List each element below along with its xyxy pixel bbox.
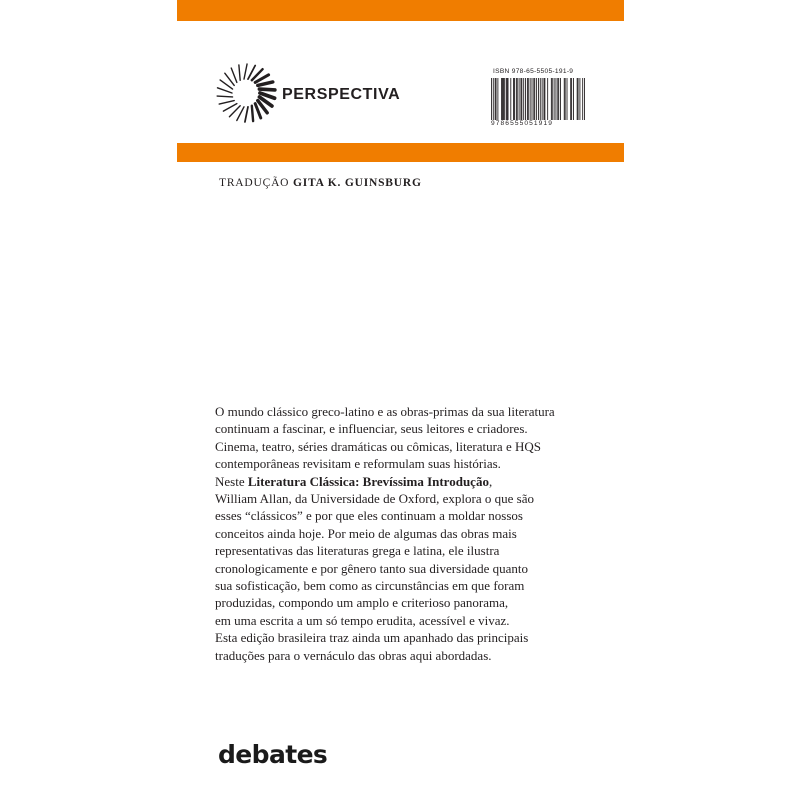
credit-label: TRADUÇÃO [219,177,290,189]
blurb-line: contemporâneas revisitam e reformulam suas histórias. [215,456,501,472]
logo-ray [259,89,274,90]
barcode-bar [527,78,528,120]
blurb-line: Cinema, teatro, séries dramáticas ou cômicas, literatura e HQS [215,438,541,454]
barcode-bar [528,78,529,120]
sunburst-logo-icon [215,62,277,124]
barcode-bar [514,78,515,120]
blurb-line: Esta edição brasileira traz ainda um apanhado das principais [215,630,529,646]
barcode-bar [579,78,580,120]
blurb-line: William Allan, da Universidade de Oxford, explora o que são [215,491,534,507]
barcode-bar [519,78,520,120]
translation-credit [219,177,422,189]
barcode-bar [510,78,511,120]
blurb-line: representativas das literaturas grega e latina, ele ilustra [215,543,500,559]
barcode-bar [557,78,558,120]
intro-prefix: Neste [215,473,248,489]
blurb-text [215,403,575,664]
barcode-bar [582,78,583,120]
barcode-bar [496,78,497,120]
blurb-line: sua sofisticação, bem como as circunstâncias em que foram [215,578,525,594]
barcode-bar [534,78,535,120]
barcode-bar [554,78,555,120]
barcode-bar [521,78,522,120]
barcode-bar [570,78,571,120]
logo-ray [231,68,237,82]
barcode-bar [538,78,539,120]
orange-band-top [177,0,624,21]
barcode-bar [564,78,565,120]
barcode-bar [533,78,534,120]
blurb-intro-line [215,473,575,490]
barcode-bar [507,78,508,120]
barcode-bar [501,78,502,120]
barcode-bar [493,78,494,120]
barcode-bar [503,78,504,120]
barcode-bar [560,78,561,120]
barcode-bar [565,78,566,120]
logo-ray [252,106,253,121]
logo-ray [245,107,248,122]
book-title: Literatura Clássica: Brevíssima Introdução [247,473,489,489]
barcode-bar [567,78,568,120]
barcode-bar [552,78,553,120]
barcode-bar [491,78,492,120]
barcode-bar [542,78,543,120]
book-back-cover [177,0,624,800]
barcode-bar [544,78,545,120]
blurb-line: esses “clássicos” e por que eles continuam a moldar nossos [215,508,523,524]
series-name: debates [218,740,328,769]
logo-ray [239,65,240,80]
blurb-line: continuam a fascinar, e influenciar, seus leitores e criadores. [215,421,528,437]
barcode-bar [551,78,552,120]
blurb-line: O mundo clássico greco-latino e as obras-primas da sua literatura [215,404,555,419]
logo-ray [258,82,273,85]
logo-ray [219,101,234,104]
translator-name: GITA K. GUINSBURG [292,177,422,189]
barcode-bar [532,78,533,120]
barcode-icon [491,78,585,120]
barcode-bar [525,78,526,120]
logo-ray [217,96,232,97]
barcode-bar [523,78,524,120]
barcode-bar [536,78,537,120]
barcode-bar [558,78,559,120]
logo-ray [244,64,247,79]
barcode-bar [584,78,585,120]
logo-ray [223,104,236,112]
barcode-bar [513,78,514,120]
barcode-bar [517,78,518,120]
barcode-bar [578,78,579,120]
isbn-barcode [491,68,585,128]
barcode-bar [502,78,503,120]
barcode-bar [556,78,557,120]
logo-ray [217,88,232,93]
barcode-bar [547,78,548,120]
barcode-bar [573,78,574,120]
barcode-bar [540,78,541,120]
barcode-bar [516,78,517,120]
barcode-bar [497,78,498,120]
barcode-bar [495,78,496,120]
blurb-line: produzidas, compondo um amplo e criterioso panorama, [215,595,509,611]
barcode-bar [544,78,545,120]
intro-suffix: , [488,473,493,489]
barcode-bar [520,78,521,120]
blurb-line: cronologicamente e por gênero tanto sua diversidade quanto [215,560,528,576]
barcode-bar [506,78,507,120]
barcode-digits: 9786555051919 [491,120,553,127]
blurb-line: conceitos ainda hoje. Por meio de algumas das obras mais [215,525,517,541]
barcode-bar [504,78,505,120]
publisher-name: PERSPECTIVA [282,86,401,103]
isbn-number: ISBN 978-65-5505-191-9 [493,68,574,75]
barcode-bar [577,78,578,120]
barcode-bar [508,78,509,120]
barcode-bar [530,78,531,120]
barcode-bar [571,78,572,120]
orange-band-middle [177,143,624,162]
blurb-line: em uma escrita a um só tempo erudita, acessível e vivaz. [215,612,510,628]
blurb-line: traduções para o vernáculo das obras aqui abordadas. [215,647,492,663]
